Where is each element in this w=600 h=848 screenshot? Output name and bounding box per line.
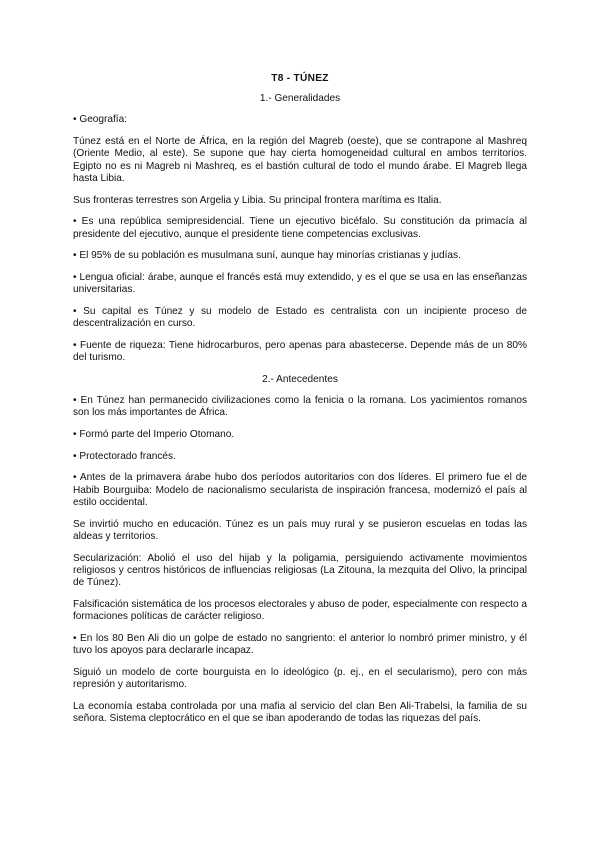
paragraph: Se invirtió mucho en educación. Túnez es un país muy rural y se pusieron escuelas en todas las aldeas y territorios. <box>73 518 527 542</box>
paragraph: • Geografía: <box>73 114 128 126</box>
paragraph: • En los 80 Ben Ali dio un golpe de estado no sangriento: el anterior lo nombró primer ministro, y él tuvo los apoyos para declararle incapaz. <box>73 632 527 657</box>
paragraph: • Formó parte del Imperio Otomano. <box>73 428 235 440</box>
section-heading-generalidades: 1.- Generalidades <box>259 93 341 105</box>
section-heading-antecedentes: 2.- Antecedentes <box>262 373 338 385</box>
paragraph: Túnez está en el Norte de África, en la región del Magreb (oeste), que se contrapone al Mashreq (Oriente Medio, al este). Se supone que hay cierta homogeneidad cultural en ambos territorios. Egipto no es ni Magreb ni Mashreq, es el bastión cultural de todo el mundo árabe. El Magreb llega hasta Libia. <box>73 136 527 184</box>
paragraph: Secularización: Abolió el uso del hijab y la poligamia, persiguiendo activamente movimientos religiosos y centros históricos de influencias religiosas (La Zitouna, la mezquita del Olivo, la principal de Túnez). <box>73 552 527 589</box>
paragraph: • Su capital es Túnez y su modelo de Estado es centralista con un incipiente proceso de descentralización en curso. <box>73 306 527 330</box>
document-title: T8 - TÚNEZ <box>271 73 329 84</box>
paragraph: • Lengua oficial: árabe, aunque el francés está muy extendido, y es el que se usa en las enseñanzas universitarias. <box>73 272 527 296</box>
document-body <box>73 73 527 735</box>
paragraph: • El 95% de su población es musulmana suní, aunque hay minorías cristianas y judías. <box>73 250 461 262</box>
paragraph: • En Túnez han permanecido civilizaciones como la fenicia o la romana. Los yacimientos romanos son los más importantes de África. <box>73 394 527 419</box>
paragraph: • Antes de la primavera árabe hubo dos períodos autoritarios con dos líderes. El primero fue el de Habib Bourguiba: Modelo de nacionalismo secularista de inspiración francesa, modernizó el país al estilo occidental. <box>73 472 527 508</box>
paragraph: • Protectorado francés. <box>73 450 176 462</box>
paragraph: La economía estaba controlada por una mafia al servicio del clan Ben Ali-Trabelsi, la familia de su señora. Sistema cleptocrático en el que se iban apoderando de todas las riquezas del país. <box>73 700 527 725</box>
paragraph: Falsificación sistemática de los procesos electorales y abuso de poder, especialmente con respecto a formaciones políticas de carácter religioso. <box>73 598 527 623</box>
paragraph: • Fuente de riqueza: Tiene hidrocarburos, pero apenas para abastecerse. Depende más de un 80% del turismo. <box>73 340 527 364</box>
paragraph: Sus fronteras terrestres son Argelia y Libia. Su principal frontera marítima es Italia. <box>73 194 442 206</box>
paragraph: Siguió un modelo de corte bourguista en lo ideológico (p. ej., en el secularismo), pero con más represión y autoritarismo. <box>73 666 527 691</box>
paragraph: • Es una república semipresidencial. Tiene un ejecutivo bicéfalo. Su constitución da primacía al presidente del ejecutivo, aunque el presidente tiene competencias exclusivas. <box>73 216 527 240</box>
